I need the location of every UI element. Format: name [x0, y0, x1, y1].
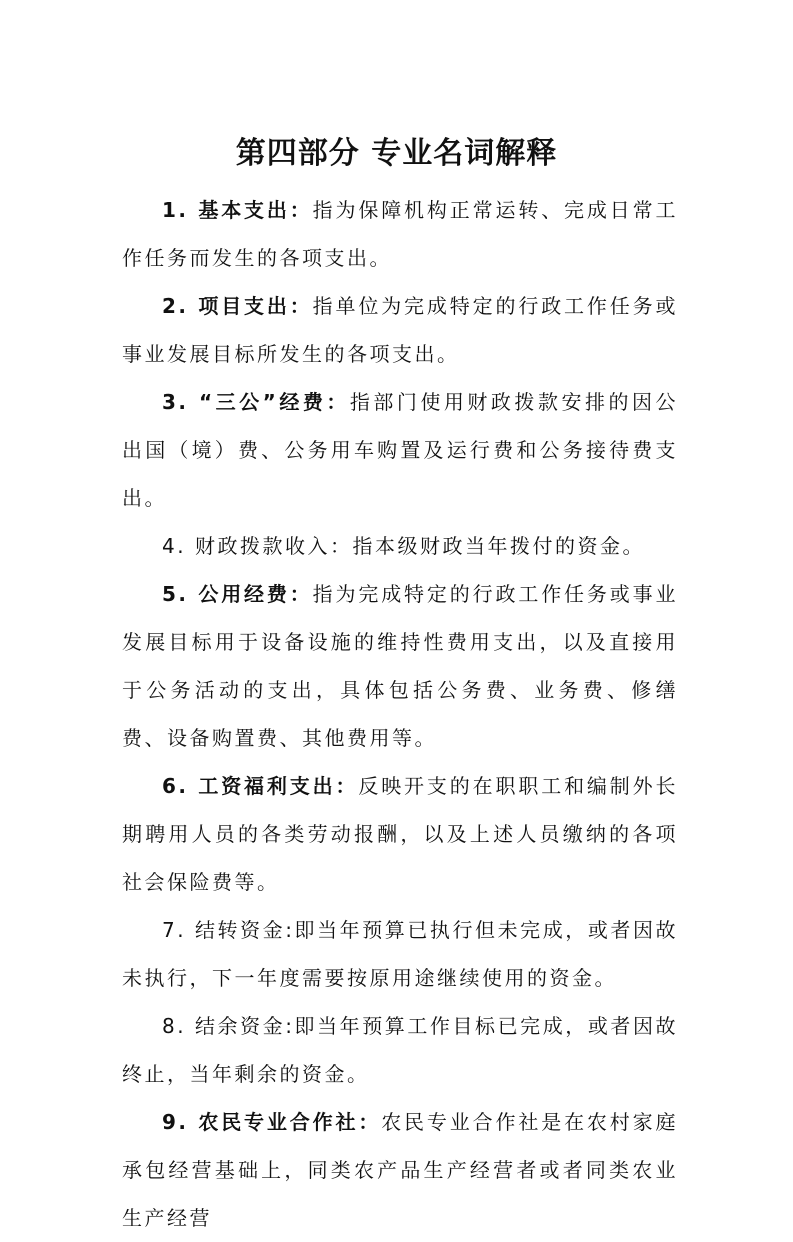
glossary-entry-1: [122, 186, 678, 282]
glossary-definition: 指单位为完成特定的行政工作任务或事业发展目标所发生的各项支出。: [122, 294, 678, 366]
glossary-entry-8: [122, 1002, 678, 1098]
glossary-definition: 指本级财政当年拨付的资金。: [352, 534, 645, 558]
glossary-entry-3: [122, 378, 678, 522]
glossary-term: 6. 工资福利支出：: [162, 774, 359, 798]
glossary-term: 4. 财政拨款收入：: [162, 534, 353, 558]
glossary-entry-5: [122, 570, 678, 762]
glossary-term: 1. 基本支出：: [162, 198, 313, 222]
glossary-term: 5. 公用经费：: [162, 582, 313, 606]
glossary-definition: 指为保障机构正常运转、完成日常工作任务而发生的各项支出。: [122, 198, 678, 270]
glossary-term: 3. “三公”经费：: [162, 390, 350, 414]
glossary-term: 7. 结转资金:: [162, 918, 295, 942]
glossary-list: [122, 186, 678, 1242]
glossary-definition: 指为完成特定的行政工作任务或事业发展目标用于设备设施的维持性费用支出，以及直接用于公务活动的支出，具体包括公务费、业务费、修缮费、设备购置费、其他费用等。: [122, 582, 678, 750]
glossary-entry-9: [122, 1098, 678, 1242]
glossary-definition: 指部门使用财政拨款安排的因公出国（境）费、公务用车购置及运行费和公务接待费支出。: [122, 390, 679, 510]
glossary-entry-4: [122, 522, 678, 570]
page-title: 第四部分 专业名词解释: [235, 136, 558, 171]
glossary-entry-7: [122, 906, 678, 1002]
glossary-entry-2: [122, 282, 678, 378]
glossary-term: 2. 项目支出：: [162, 294, 313, 318]
glossary-definition: 即当年预算工作目标已完成，或者因故终止，当年剩余的资金。: [122, 1014, 678, 1086]
glossary-entry-6: [122, 762, 678, 906]
glossary-term: 8. 结余资金:: [162, 1014, 295, 1038]
glossary-definition: 反映开支的在职职工和编制外长期聘用人员的各类劳动报酬，以及上述人员缴纳的各项社会保险费等。: [122, 774, 678, 894]
glossary-definition: 即当年预算已执行但未完成，或者因故未执行，下一年度需要按原用途继续使用的资金。: [122, 918, 678, 990]
glossary-definition: 农民专业合作社是在农村家庭承包经营基础上，同类农产品生产经营者或者同类农业生产经营: [122, 1110, 678, 1230]
glossary-term: 9. 农民专业合作社：: [162, 1110, 382, 1134]
